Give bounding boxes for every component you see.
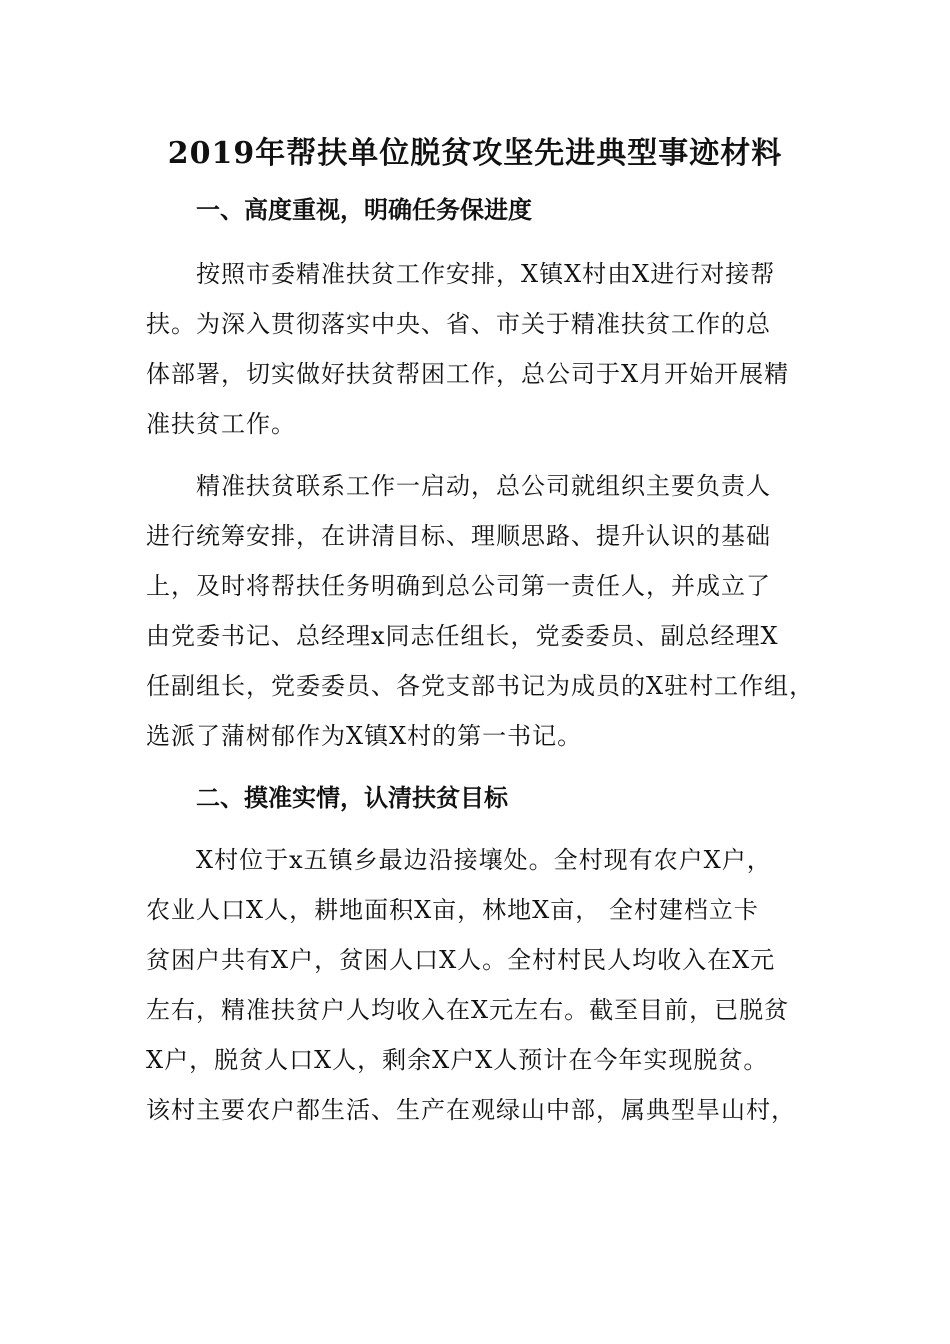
paragraph-line: 贫困户共有X户，贫困人口X人。全村村民人均收入在X元: [146, 946, 776, 974]
paragraph-line: 选派了蒲树郁作为X镇X村的第一书记。: [146, 722, 583, 750]
paragraph-line: 扶。为深入贯彻落实中央、省、市关于精准扶贫工作的总: [146, 310, 771, 338]
paragraph-line: 进行统筹安排，在讲清目标、理顺思路、提升认识的基础: [146, 522, 771, 550]
paragraph-line: X村位于x五镇乡最边沿接壤处。全村现有农户X户，: [196, 846, 772, 874]
paragraph-line: 按照市委精准扶贫工作安排，X镇X村由X进行对接帮: [196, 260, 776, 288]
paragraph-line: 由党委书记、总经理x同志任组长，党委委员、副总经理X: [146, 622, 779, 650]
paragraph-line: 农业人口X人，耕地面积X亩，林地X亩， 全村建档立卡: [146, 896, 759, 924]
paragraph-line: 准扶贫工作。: [146, 410, 296, 438]
document-title: 2019年帮扶单位脱贫攻坚先进典型事迹材料: [167, 136, 783, 171]
section-heading-1: 一、高度重视，明确任务保进度: [196, 195, 532, 224]
paragraph-line: 任副组长，党委委员、各党支部书记为成员的X驻村工作组，: [146, 672, 815, 700]
paragraph-line: X户，脱贫人口X人，剩余X户X人预计在今年实现脱贫。: [146, 1046, 769, 1074]
paragraph-line: 精准扶贫联系工作一启动，总公司就组织主要负责人: [196, 472, 771, 500]
paragraph-line: 体部署，切实做好扶贫帮困工作，总公司于X月开始开展精: [146, 360, 790, 388]
section-heading-2: 二、摸准实情，认清扶贫目标: [196, 783, 508, 812]
paragraph-line: 左右，精准扶贫户人均收入在X元左右。截至目前，已脱贫: [146, 996, 790, 1024]
paragraph-line: 该村主要农户都生活、生产在观绿山中部，属典型旱山村，: [146, 1096, 796, 1124]
paragraph-line: 上，及时将帮扶任务明确到总公司第一责任人，并成立了: [146, 572, 771, 600]
